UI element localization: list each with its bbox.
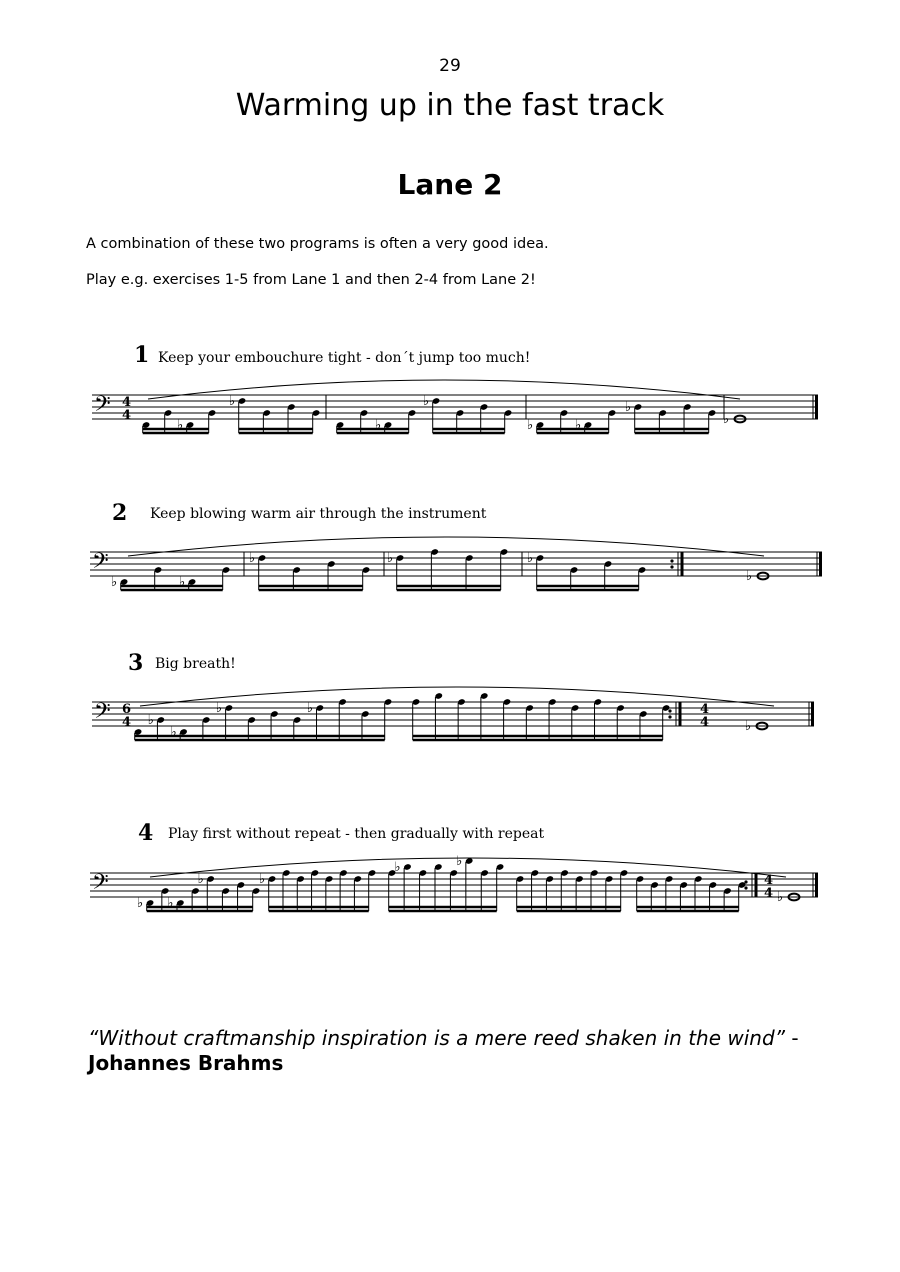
flat-icon: ♭	[527, 418, 534, 433]
flat-icon: ♭	[197, 872, 204, 887]
exercise-1-number: 1	[134, 342, 150, 368]
flat-icon: ♭	[746, 569, 753, 584]
flat-icon: ♭	[137, 896, 144, 911]
exercise-2-instruction: Keep blowing warm air through the instrument	[150, 506, 487, 522]
exercise-2-staff	[0, 532, 900, 612]
flat-icon: ♭	[394, 860, 401, 875]
bass-clef-icon: 𝄢	[94, 392, 111, 422]
quote-author: Johannes Brahms	[88, 1051, 284, 1075]
exercise-3-staff	[0, 682, 900, 762]
flat-icon: ♭	[111, 575, 118, 590]
exercise-1-staff	[0, 375, 900, 455]
repeat-dot	[670, 559, 673, 562]
flat-icon: ♭	[745, 719, 752, 734]
flat-icon: ♭	[229, 394, 236, 409]
flat-icon: ♭	[527, 551, 534, 566]
flat-icon: ♭	[387, 551, 394, 566]
page-number: 29	[439, 56, 461, 76]
time-signature-top: 4	[700, 702, 710, 717]
repeat-dot	[744, 886, 747, 889]
flat-icon: ♭	[177, 418, 184, 433]
flat-icon: ♭	[170, 725, 177, 740]
exercise-1-instruction: Keep your embouchure tight - don´t jump too much!	[158, 350, 531, 366]
flat-icon: ♭	[249, 551, 256, 566]
flat-icon: ♭	[167, 896, 174, 911]
bass-clef-icon: 𝄢	[94, 699, 111, 729]
quote-separator: -	[785, 1026, 799, 1050]
exercise-3-instruction: Big breath!	[155, 656, 236, 672]
intro-line-2: Play e.g. exercises 1-5 from Lane 1 and then 2-4 from Lane 2!	[86, 272, 536, 288]
time-signature-bottom: 4	[764, 886, 774, 901]
time-signature-top: 6	[122, 702, 132, 717]
repeat-dot	[744, 880, 747, 883]
flat-icon: ♭	[375, 418, 382, 433]
time-signature-bottom: 4	[700, 715, 710, 730]
flat-icon: ♭	[147, 713, 154, 728]
slur	[148, 380, 740, 399]
flat-icon: ♭	[215, 701, 223, 716]
repeat-dot	[668, 715, 671, 718]
exercise-3-number: 3	[128, 650, 144, 676]
slur	[128, 537, 764, 556]
flat-icon: ♭	[423, 394, 430, 409]
exercise-4-number: 4	[138, 820, 154, 846]
repeat-dot	[670, 565, 673, 568]
flat-icon: ♭	[777, 890, 784, 905]
intro-line-1: A combination of these two programs is often a very good idea.	[86, 236, 549, 252]
flat-icon: ♭	[575, 418, 582, 433]
section-title: Lane 2	[397, 168, 503, 201]
bass-clef-icon: 𝄢	[92, 870, 109, 900]
bass-clef-icon: 𝄢	[92, 549, 109, 579]
flat-icon: ♭	[723, 412, 730, 427]
flat-icon: ♭	[259, 872, 266, 887]
closing-quote	[88, 1026, 828, 1076]
time-signature-top: 4	[764, 873, 774, 888]
time-signature-bottom: 4	[122, 715, 132, 730]
exercise-2-number: 2	[112, 500, 128, 526]
flat-icon: ♭	[306, 701, 313, 716]
exercise-4-instruction: Play first without repeat - then gradually with repeat	[168, 826, 545, 842]
repeat-dot	[668, 709, 671, 712]
exercise-4-staff	[0, 853, 900, 933]
page-title: Warming up in the fast track	[235, 88, 665, 123]
flat-icon: ♭	[456, 854, 463, 869]
flat-icon: ♭	[625, 400, 632, 415]
quote-text: “Without craftmanship inspiration is a mere reed shaken in the wind”	[88, 1026, 786, 1050]
flat-icon: ♭	[179, 575, 186, 590]
time-signature-top: 4	[122, 395, 132, 410]
time-signature-bottom: 4	[122, 408, 132, 423]
